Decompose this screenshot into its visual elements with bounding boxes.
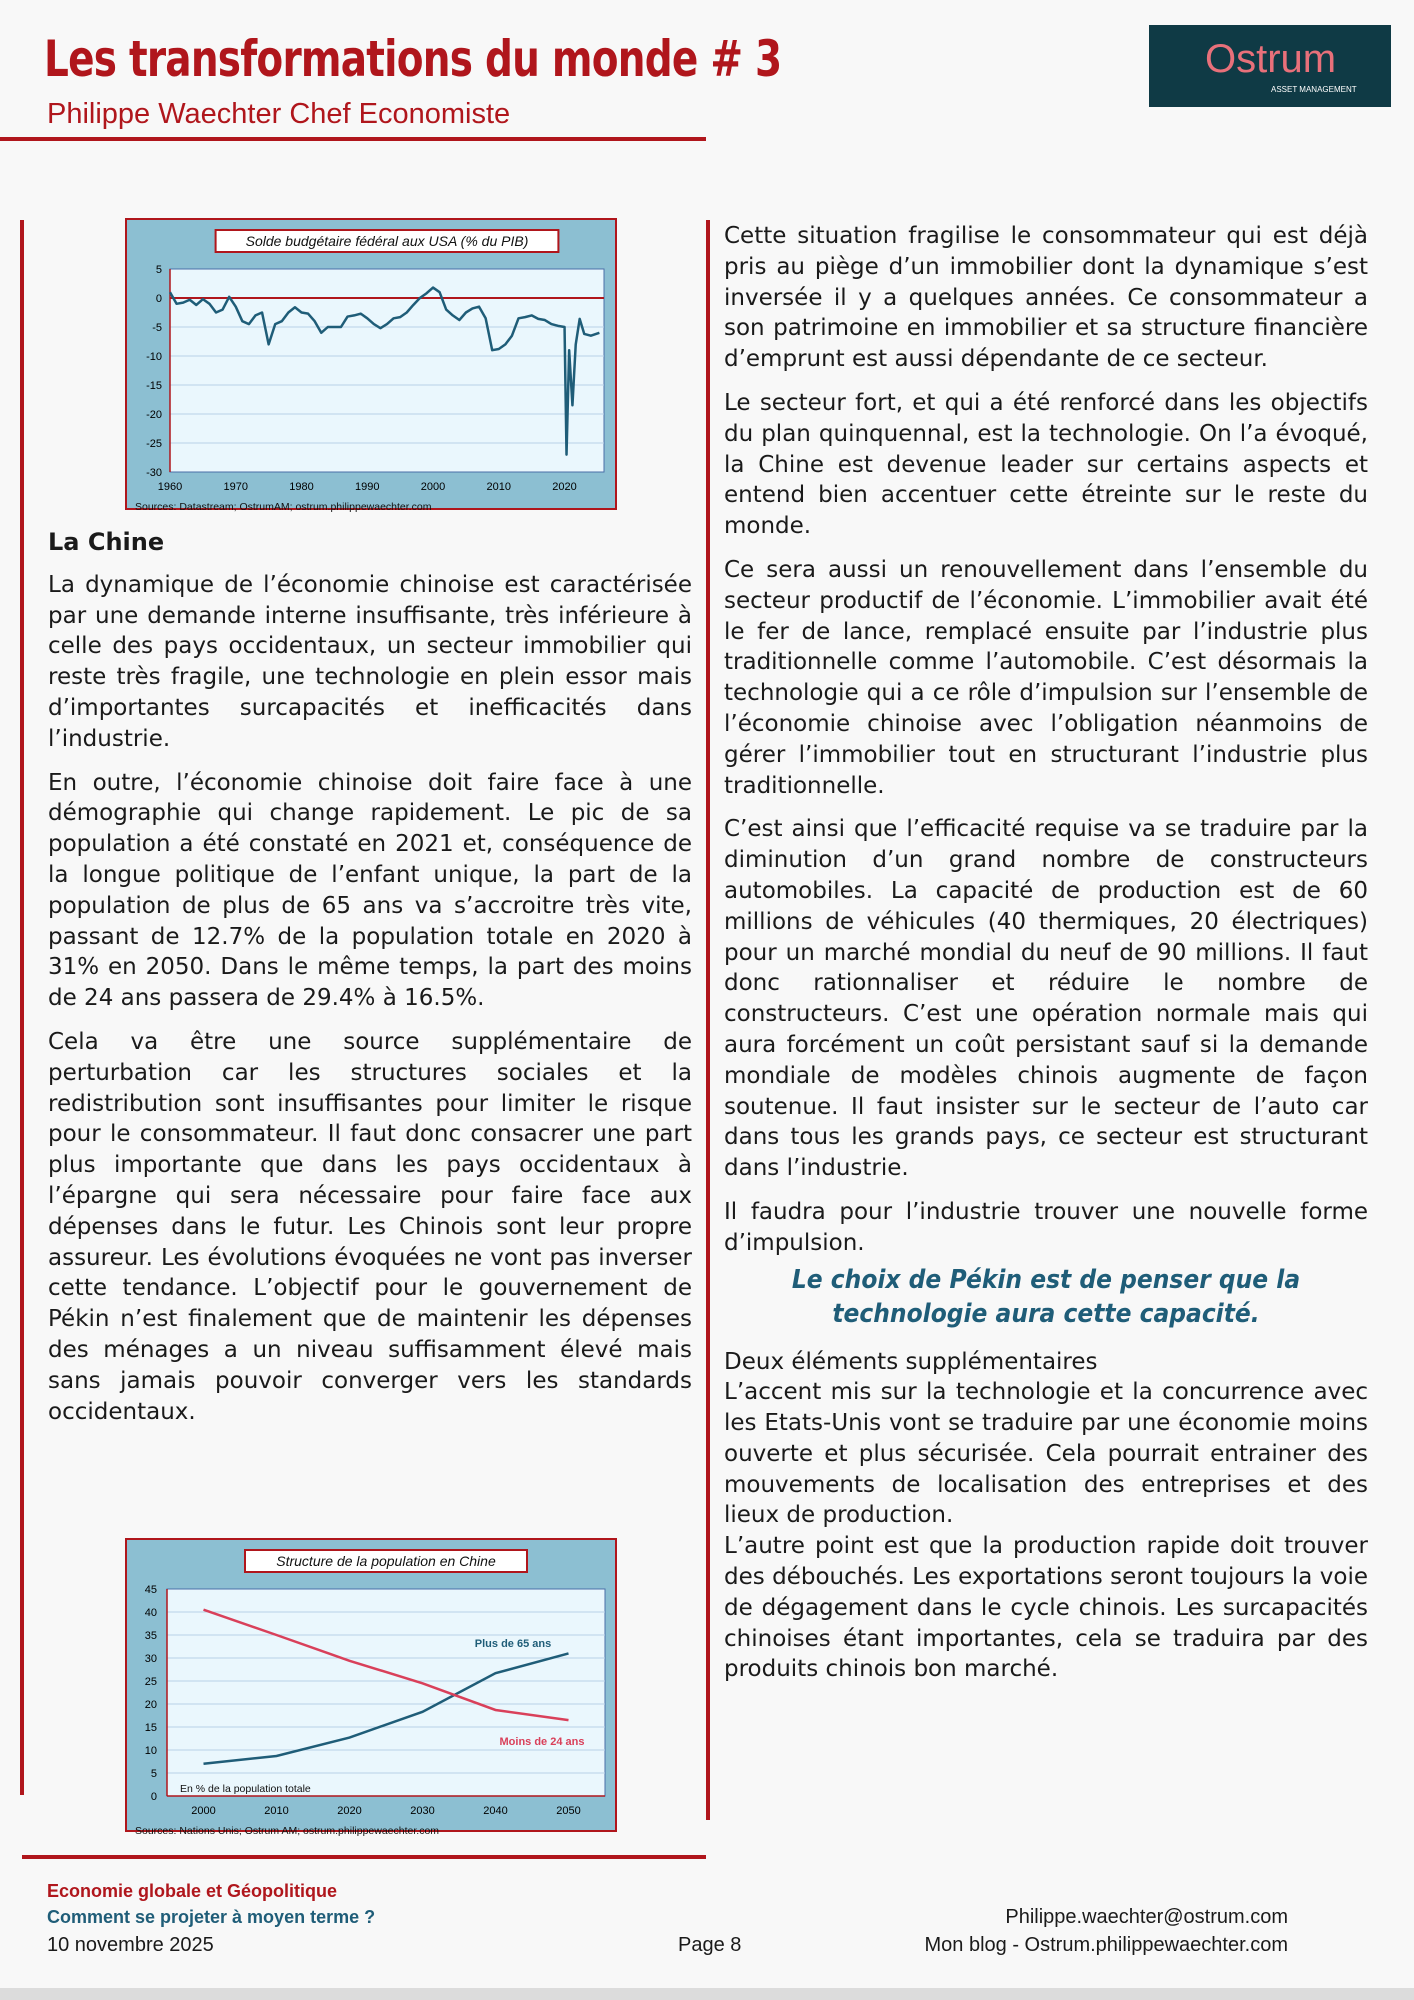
legend-label-over-65: Plus de 65 ans: [474, 1638, 552, 1650]
y-tick-label: 30: [144, 1653, 157, 1665]
left-column: [48, 527, 692, 1440]
y-tick-label: 0: [155, 293, 162, 305]
footer-blog-link[interactable]: Mon blog - Ostrum.philippewaechter.com: [924, 1934, 1288, 1956]
ostrum-logo: [1149, 25, 1391, 107]
y-tick-label: -30: [146, 467, 162, 479]
left-column-rule: [20, 220, 24, 1795]
usa-budget-chart: [125, 218, 617, 513]
y-tick-label: -20: [146, 409, 162, 421]
y-tick-label: -15: [146, 380, 162, 392]
x-tick-label: 2010: [486, 481, 512, 493]
subheading: Deux éléments supplémentaires: [724, 1348, 1098, 1375]
logo-tagline: ASSET MANAGEMENT: [1271, 85, 1357, 94]
middle-column-rule: [706, 220, 710, 1820]
x-tick-label: 1980: [289, 481, 314, 493]
paragraph: La dynamique de l’économie chinoise est caractérisée par une demande interne insuffisante, très inférieure à celle des pays occidentaux, un secteur immobilier qui reste très fragile, une technologie en plein essor mais d’importantes surcapacités et inefficacités dans l’industrie.: [48, 571, 692, 752]
footer-topic: Economie globale et Géopolitique: [47, 1881, 338, 1901]
paragraph: Le secteur fort, et qui a été renforcé dans les objectifs du plan quinquennal, est la technologie. On l’a évoqué, la Chine est devenue leader sur certains aspects et entend bien accentuer cette étreinte sur le reste du monde.: [724, 389, 1368, 540]
y-tick-label: 5: [155, 264, 162, 276]
paragraph: En outre, l’économie chinoise doit faire face à une démographie qui change rapidement. Le pic de sa population a été constaté en 2021 et, conséquence de la longue politique de l’enfant unique, la part de la population de plus de 65 ans va s’accroitre très vite, passant de 12.7% de la population totale en 2020 à 31% en 2050. Dans le même temps, la part des moins de 24 ans passera de 29.4% à 16.5%.: [48, 769, 692, 1012]
y-tick-label: 0: [150, 1791, 157, 1803]
author-subtitle: Philippe Waechter Chef Economiste: [47, 98, 511, 130]
x-tick-label: 2040: [483, 1805, 508, 1817]
y-tick-label: 45: [144, 1584, 157, 1596]
chart-source: Sources: Nations Unis; Ostrum AM; ostrum.philippewaechter.com: [135, 1825, 440, 1837]
x-tick-label: 1970: [223, 481, 248, 493]
paragraph: Ce sera aussi un renouvellement dans l’ensemble du secteur productif de l’économie. L’immobilier avait été le fer de lance, remplacé ensuite par l’industrie plus traditionnelle comme l’automobile. C’est désormais la technologie qui a ce rôle d’impulsion sur l’ensemble de l’économie chinoise avec l’obligation néanmoins de gérer l’immobilier tout en structurant l’industrie plus traditionnelle.: [724, 556, 1368, 799]
china-population-chart-svg: [127, 1540, 615, 1837]
x-tick-label: 2030: [410, 1805, 435, 1817]
right-column: [724, 221, 1368, 1685]
y-tick-label: 5: [150, 1768, 157, 1780]
x-tick-label: 1990: [355, 481, 380, 493]
y-tick-label: 35: [144, 1630, 157, 1642]
chart-title: Structure de la population en Chine: [276, 1553, 496, 1569]
page-title: Les transformations du monde # 3: [44, 30, 782, 88]
x-tick-label: 2050: [556, 1805, 581, 1817]
paragraph: L’accent mis sur la technologie et la concurrence avec les Etats-Unis vont se traduire par une économie moins ouverte et plus sécurisée. Cela pourrait entrainer des mouvements de localisation des entreprises et des lieux de production.: [724, 1379, 1368, 1529]
y-tick-label: -5: [152, 322, 162, 334]
y-tick-label: -10: [146, 351, 162, 363]
x-tick-label: 2020: [337, 1805, 362, 1817]
paragraph: C’est ainsi que l’efficacité requise va se traduire par la diminution d’un grand nombre de constructeurs automobiles. La capacité de production est de 60 millions de véhicules (40 thermiques, 20 électriques) pour un marché mondial du neuf de 90 millions. Il faut donc rationnaliser et réduire le nombre de constructeurs. C’est une opération normale mais qui aura forcément un coût persistant sauf si la demande mondiale de modèles chinois augmente de façon soutenue. Il faut insister sur le secteur de l’auto car dans tous les grands pays, ce secteur est structurant dans l’industrie.: [724, 816, 1368, 1182]
paragraph: Cette situation fragilise le consommateur qui est déjà pris au piège d’un immobilier dont la dynamique s’est inversée il y a quelques années. Ce consommateur a son patrimoine en immobilier et sa structure financière d’emprunt est aussi dépendante de ce secteur.: [724, 223, 1368, 373]
y-tick-label: 40: [144, 1607, 157, 1619]
header-divider: [0, 137, 706, 141]
footer-page: Page 8: [678, 1934, 742, 1956]
section-heading: La Chine: [48, 528, 165, 556]
paragraph: Il faudra pour l’industrie trouver une nouvelle forme d’impulsion.: [724, 1198, 1368, 1256]
y-axis-unit-label: En % de la population totale: [180, 1783, 311, 1795]
footer-email: Philippe.waechter@ostrum.com: [1005, 1906, 1288, 1928]
page-bottom-band: [0, 1988, 1414, 2000]
y-tick-label: 20: [144, 1699, 157, 1711]
footer-question: Comment se projeter à moyen terme ?: [47, 1907, 376, 1927]
x-tick-label: 2020: [552, 481, 577, 493]
usa-budget-chart-svg: [127, 220, 615, 513]
paragraph: L’autre point est que la production rapide doit trouver des débouchés. Les exportations seront toujours la voie de dégagement dans le cycle chinois. Les surcapacités chinoises étant importantes, cela se traduira par des produits chinois bon marché.: [724, 1533, 1368, 1683]
plot-area: [170, 269, 604, 472]
y-tick-label: 15: [144, 1722, 157, 1734]
chart-title: Solde budgétaire fédéral aux USA (% du PIB): [245, 233, 529, 249]
pull-quote: Le choix de Pékin est de penser que la technologie aura cette capacité.: [791, 1264, 1301, 1329]
x-tick-label: 2010: [264, 1805, 289, 1817]
china-population-chart: [125, 1538, 617, 1837]
footer-divider: [22, 1855, 706, 1859]
paragraph: Cela va être une source supplémentaire de perturbation car les structures sociales et la redistribution sont insuffisantes pour limiter le risque pour le consommateur. Il faut donc consacrer une part plus importante que dans les pays occidentaux à l’épargne qui sera nécessaire pour faire face aux dépenses dans le futur. Les Chinois sont leur propre assureur. Les évolutions évoquées ne vont pas inverser cette tendance. L’objectif pour le gouvernement de Pékin n’est finalement que de maintenir les dépenses des ménages a un niveau suffisamment élevé mais sans jamais pouvoir converger vers les standards occidentaux.: [48, 1028, 692, 1425]
y-tick-label: 10: [144, 1745, 157, 1757]
x-tick-label: 2000: [191, 1805, 216, 1817]
legend-label-under-24: Moins de 24 ans: [499, 1736, 585, 1748]
y-tick-label: -25: [146, 438, 162, 450]
footer-date: 10 novembre 2025: [47, 1934, 214, 1956]
x-tick-label: 1960: [157, 481, 183, 493]
chart-source: Sources: Datastream; OstrumAM; ostrum.philippewaechter.com: [135, 501, 432, 513]
logo-brand: Ostrum: [1205, 37, 1337, 81]
x-tick-label: 2000: [420, 481, 446, 493]
y-tick-label: 25: [144, 1676, 157, 1688]
